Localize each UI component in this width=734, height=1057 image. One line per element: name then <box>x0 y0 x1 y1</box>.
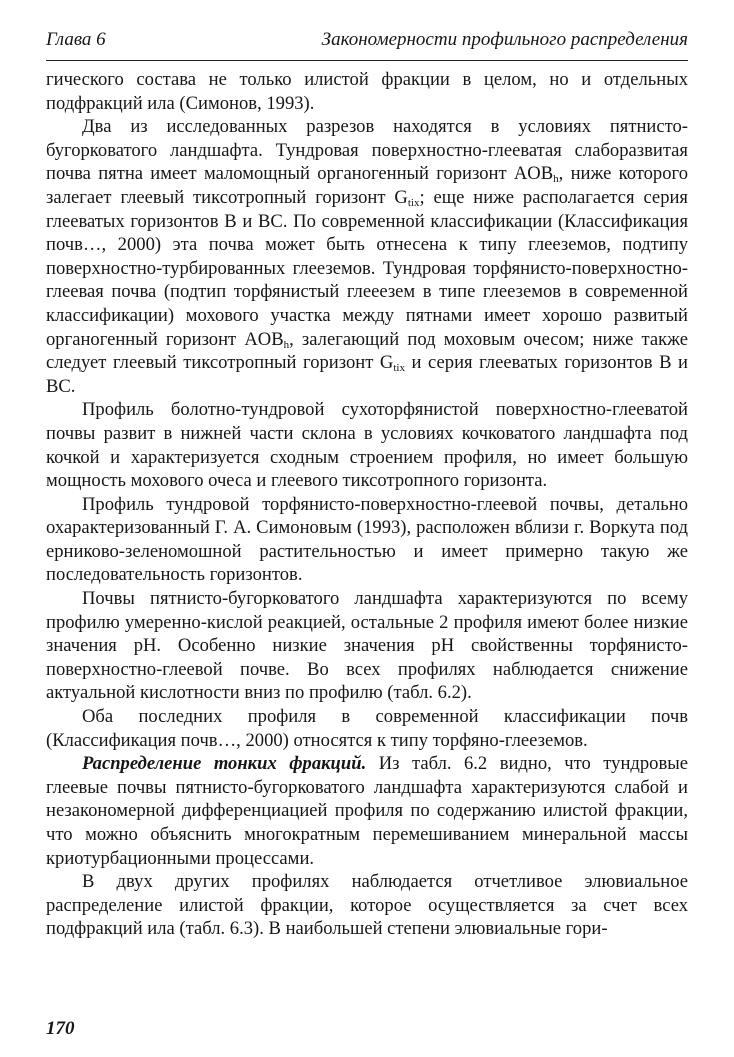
paragraph-4: Профиль тундровой торфянисто-поверхностно-глеевой почвы, детально охарактеризованный Г. А. Симоновым (1993), расположен вблизи г. Воркута под ерниково-зеленомошной растительностью и имеет примерно такую же последовательность горизонтов. <box>46 493 688 586</box>
paragraph-1: гического состава не только илистой фракции в целом, но и отдельных подфракций ила (Симонов, 1993). <box>46 69 688 114</box>
paragraph-2-text-b: , ниже которого залегает глеевый тиксотропный горизонт G <box>46 163 688 208</box>
subscript-tix: tix <box>393 362 405 375</box>
section-lead-heading: Распределение тонких фракций. <box>82 753 367 775</box>
paragraph-2-text-d: , залегающий под моховым очесом; ниже также следует глеевый тиксотропный горизонт G <box>46 328 688 374</box>
paragraph-2 <box>46 115 688 398</box>
running-title: Закономерности профильного распределения <box>321 29 688 50</box>
chapter-label: Глава 6 <box>46 29 106 50</box>
paragraph-2-text-e: и серия глееватых горизонтов B и BC. <box>46 352 688 397</box>
paragraph-8: В двух других профилях наблюдается отчетливое элювиальное распределение илистой фракции, которое осуществляется за счет всех подфракций ила (табл. 6.3). В наибольшей степени элювиальные гори- <box>46 871 688 940</box>
paragraph-5: Почвы пятнисто-бугорковатого ландшафта характеризуются по всему профилю умеренно-кислой реакцией, остальные 2 профиля имеют более низкие значения pH. Особенно низкие значения pH свойственны торфянисто-поверхностно-глеевой почве. Во всех профилях наблюдается снижение актуальной кислотности вниз по профилю (табл. 6.2). <box>46 588 688 704</box>
subscript-h: h <box>553 173 559 186</box>
subscript-h: h <box>283 338 290 351</box>
paragraph-7 <box>46 752 688 870</box>
header-rule <box>46 60 688 61</box>
paragraph-3: Профиль болотно-тундровой сухоторфянистой поверхностно-глееватой почвы развит в нижней части склона в условиях кочковатого ландшафта под кочкой и характеризуется сходным строением профиля, но имеет большую мощность мохового очеса и глеевого тиксотропного горизонта. <box>46 399 688 492</box>
paragraph-2-text-a: Два из исследованных разрезов находятся в условиях пятнисто-бугорковатого ландшафта. Тундровая поверхностно-глееватая слаборазвитая почва пятна имеет маломощный органогенный горизонт AOB <box>46 116 688 185</box>
paragraph-7-text: Из табл. 6.2 видно, что тундровые глеевые почвы пятнисто-бугорковатого ландшафта характеризуются слабой и незакономерной дифференциацией профиля по содержанию илистой фракции, что можно объяснить многократным перемешиванием минеральной массы криотурбационными процессами. <box>46 753 688 869</box>
body-text <box>46 68 688 941</box>
running-header <box>46 28 688 52</box>
paragraph-2-text-c: ; еще ниже располагается серия глееватых горизонтов B и BC. По современной классификации (Классификация почв…, 2000) эта почва может быть отнесена к типу глееземов, подтипу поверхностно-турбированных глееземов. Тундровая торфянисто-поверхностно-глеевая почва (подтип торфянистый глееезем в типе глееземов в современной классификации) мохового участка между пятнами имеет хорошо развитый органогенный горизонт AOB <box>46 186 688 350</box>
subscript-tix: tix <box>407 196 420 209</box>
paragraph-6: Оба последних профиля в современной классификации почв (Классификация почв…, 2000) относятся к типу торфяно-глееземов. <box>46 706 688 751</box>
page-number: 170 <box>46 1018 75 1039</box>
